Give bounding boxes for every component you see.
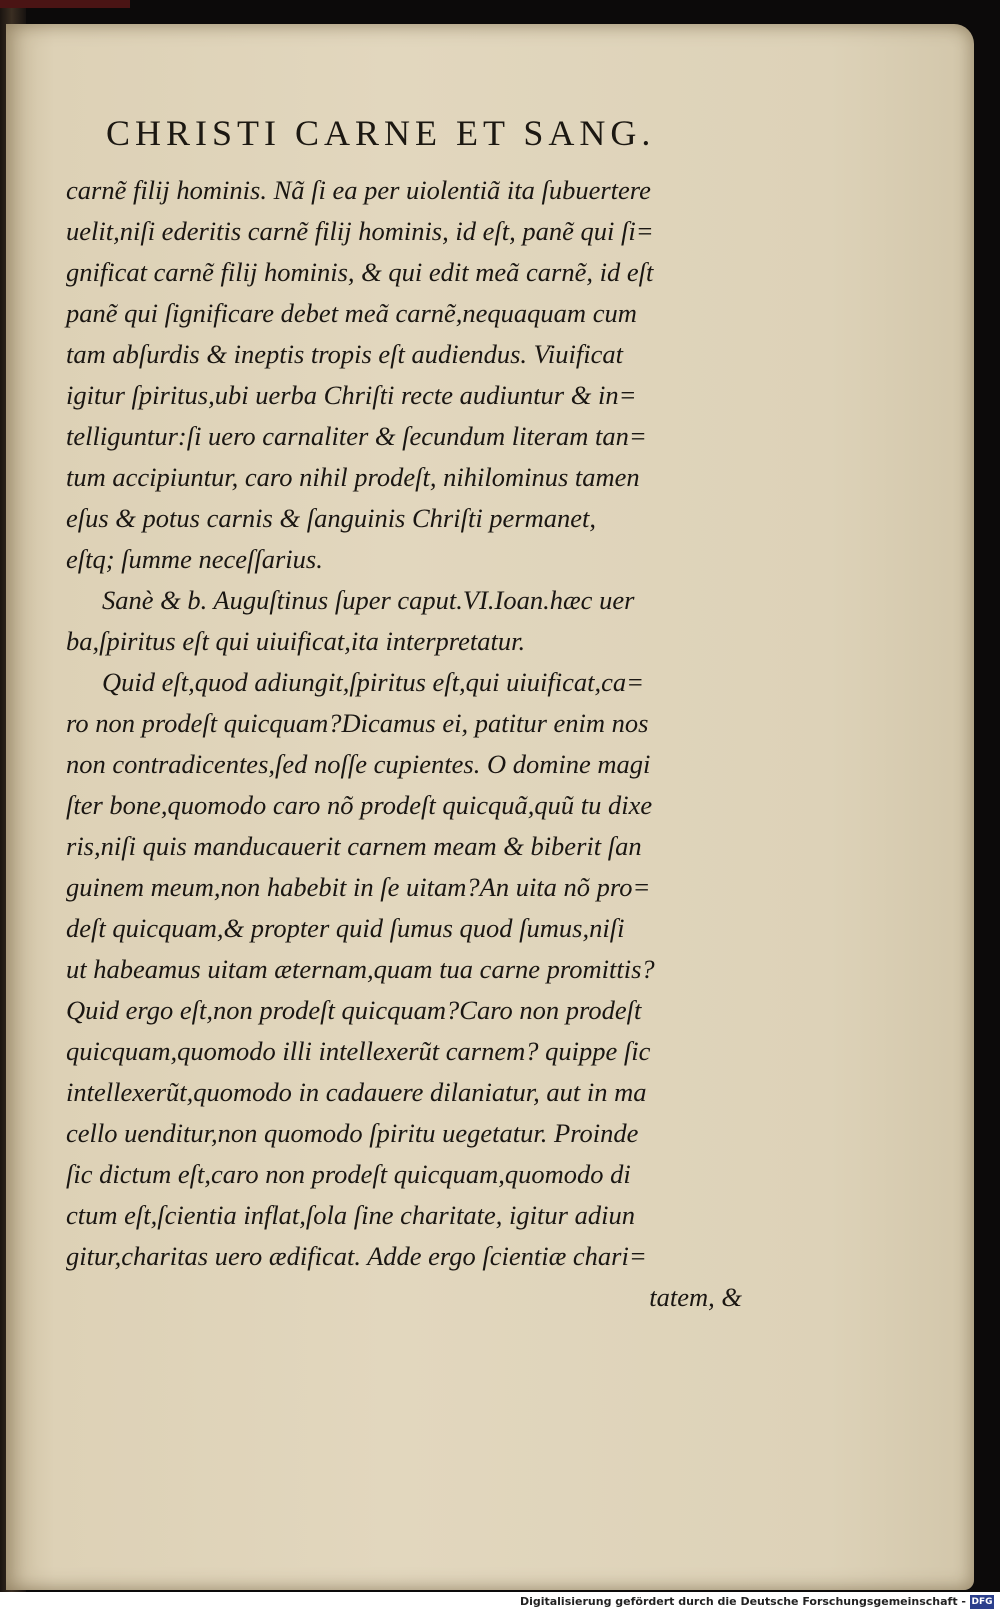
text-line: telliguntur:ſi uero carnaliter & ſecundum literam tan= <box>66 421 647 451</box>
text-line: non contradicentes,ſed noſſe cupientes. O domine magi <box>66 749 651 779</box>
text-line: ro non prodeſt quicquam?Dicamus ei, patitur enim nos <box>66 708 649 738</box>
text-line: ut habeamus uitam æternam,quam tua carne promittis? <box>66 954 655 984</box>
catchword-line: tatem, & <box>649 1282 742 1312</box>
text-line: Quid ergo eſt,non prodeſt quicquam?Caro non prodeſt <box>66 995 642 1025</box>
text-line: tam abſurdis & ineptis tropis eſt audiendus. Viuificat <box>66 339 623 369</box>
text-line: intellexerũt,quomodo in cadauere dilaniatur, aut in ma <box>66 1077 647 1107</box>
text-line: tum accipiuntur, caro nihil prodeſt, nihilominus tamen <box>66 462 640 492</box>
text-line: guinem meum,non habebit in ſe uitam?An uita nõ pro= <box>66 872 651 902</box>
digitization-credit: Digitalisierung gefördert durch die Deutsche Forschungsgemeinschaft - <box>519 1595 966 1608</box>
footer-bar <box>0 1592 1000 1614</box>
running-title: CHRISTI CARNE ET SANG. <box>106 113 656 153</box>
text-line: quicquam,quomodo illi intellexerũt carnem? quippe ſic <box>66 1036 651 1066</box>
text-line: ris,niſi quis manducauerit carnem meam & biberit ſan <box>66 831 642 861</box>
dfg-logo-icon: DFG <box>971 1597 993 1607</box>
text-line: ſic dictum eſt,caro non prodeſt quicquam,quomodo di <box>66 1159 631 1189</box>
text-line: eſus & potus carnis & ſanguinis Chriſti permanet, <box>66 503 597 533</box>
text-line: uelit,niſi ederitis carnẽ filij hominis, id eſt, panẽ qui ſi= <box>66 216 654 246</box>
text-line: igitur ſpiritus,ubi uerba Chriſti recte audiuntur & in= <box>66 380 637 410</box>
text-line: gitur,charitas uero ædificat. Adde ergo ſcientiæ chari= <box>66 1241 647 1271</box>
text-line: cello uenditur,non quomodo ſpiritu uegetatur. Proinde <box>66 1118 639 1148</box>
text-line: deſt quicquam,& propter quid ſumus quod ſumus,niſi <box>66 913 625 943</box>
text-line: carnẽ filij hominis. Nã ſi ea per uiolentiã ita ſubuertere <box>66 175 651 205</box>
body-text <box>66 170 746 1318</box>
ribbon-strip <box>0 0 130 8</box>
text-line: panẽ qui ſignificare debet meã carnẽ,nequaquam cum <box>66 298 637 328</box>
text-line: gnificat carnẽ filij hominis, & qui edit meã carnẽ, id eſt <box>66 257 654 287</box>
text-line: ba,ſpiritus eſt qui uiuificat,ita interpretatur. <box>66 626 526 656</box>
text-line: eſtq; ſumme neceſſarius. <box>66 544 323 574</box>
text-line: ſter bone,quomodo caro nõ prodeſt quicquã,quũ tu dixe <box>66 790 653 820</box>
paragraph-start-line: Sanè & b. Auguſtinus ſuper caput.VI.Ioan.hæc uer <box>102 585 635 615</box>
text-line: ctum eſt,ſcientia inflat,ſola ſine charitate, igitur adiun <box>66 1200 635 1230</box>
quotation-start-line: Quid eſt,quod adiungit,ſpiritus eſt,qui uiuificat,ca= <box>102 667 644 697</box>
